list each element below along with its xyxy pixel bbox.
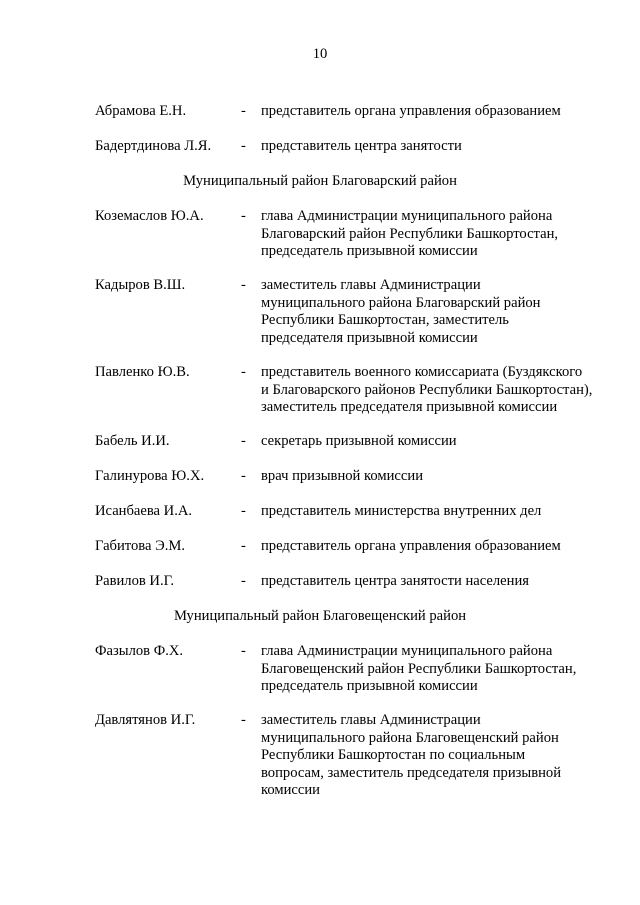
- role-line: вопросам, заместитель председателя призывной: [261, 764, 562, 781]
- role-line: муниципального района Благоварский район: [261, 294, 541, 311]
- member-name: Фазылов Ф.Х.: [95, 643, 184, 659]
- dash-separator: -: [241, 103, 246, 119]
- member-name: Бадертдинова Л.Я.: [95, 138, 212, 154]
- page-number: 10: [312, 46, 328, 62]
- role-line: представитель центра занятости населения: [261, 573, 529, 589]
- member-role: [261, 208, 621, 261]
- member-role: [261, 538, 621, 556]
- member-name: Давлятянов И.Г.: [95, 712, 196, 728]
- dash-separator: -: [241, 468, 246, 484]
- dash-separator: -: [241, 503, 246, 519]
- member-name: Павленко Ю.В.: [95, 364, 190, 380]
- member-name: Галинурова Ю.Х.: [95, 468, 205, 484]
- role-line: муниципального района Благовещенский район: [261, 729, 559, 746]
- role-line: глава Администрации муниципального района: [261, 643, 553, 659]
- dash-separator: -: [241, 643, 246, 659]
- dash-separator: -: [241, 433, 246, 449]
- member-name: Абрамова Е.Н.: [95, 103, 187, 119]
- dash-separator: -: [241, 208, 246, 224]
- role-line: заместитель председателя призывной комиссии: [261, 399, 558, 415]
- role-line: представитель центра занятости: [261, 138, 462, 154]
- member-name: Коземаслов Ю.А.: [95, 208, 204, 224]
- dash-separator: -: [241, 138, 246, 154]
- dash-separator: -: [241, 277, 246, 293]
- dash-separator: -: [241, 712, 246, 728]
- role-line: заместитель главы Администрации: [261, 712, 481, 728]
- role-line: председатель призывной комиссии: [261, 678, 478, 694]
- member-role: [261, 573, 621, 591]
- member-name: Бабель И.И.: [95, 433, 170, 449]
- section-heading: Муниципальный район Благовещенский район: [173, 608, 467, 624]
- role-line: комиссии: [261, 782, 320, 798]
- role-line: секретарь призывной комиссии: [261, 433, 457, 449]
- member-name: Равилов И.Г.: [95, 573, 175, 589]
- member-role: [261, 138, 621, 156]
- member-role: [261, 103, 621, 121]
- role-line: Благовещенский район Республики Башкортостан,: [261, 660, 577, 677]
- dash-separator: -: [241, 364, 246, 380]
- dash-separator: -: [241, 538, 246, 554]
- dash-separator: -: [241, 573, 246, 589]
- member-name: Габитова Э.М.: [95, 538, 185, 554]
- member-role: [261, 712, 621, 800]
- member-name: Кадыров В.Ш.: [95, 277, 186, 293]
- role-line: председателя призывной комиссии: [261, 329, 478, 346]
- member-role: [261, 277, 621, 347]
- role-line: представитель органа управления образованием: [261, 538, 561, 554]
- member-role: [261, 468, 621, 486]
- member-role: [261, 364, 621, 417]
- role-line: и Благоварского районов Республики Башкортостан),: [261, 381, 593, 398]
- member-role: [261, 643, 621, 696]
- role-line: представитель органа управления образованием: [261, 103, 561, 119]
- member-name: Исанбаева И.А.: [95, 503, 193, 519]
- role-line: Республики Башкортостан, заместитель: [261, 312, 509, 328]
- role-line: заместитель главы Администрации: [261, 277, 481, 293]
- role-line: представитель министерства внутренних дел: [261, 503, 542, 519]
- member-role: [261, 433, 621, 451]
- role-line: Благоварский район Республики Башкортостан,: [261, 225, 559, 242]
- member-role: [261, 503, 621, 521]
- role-line: глава Администрации муниципального района: [261, 208, 553, 224]
- role-line: врач призывной комиссии: [261, 468, 423, 484]
- section-heading: Муниципальный район Благоварский район: [183, 173, 457, 189]
- role-line: представитель военного комиссариата (Буздякского: [261, 364, 583, 380]
- role-line: председатель призывной комиссии: [261, 243, 478, 259]
- role-line: Республики Башкортостан по социальным: [261, 747, 526, 763]
